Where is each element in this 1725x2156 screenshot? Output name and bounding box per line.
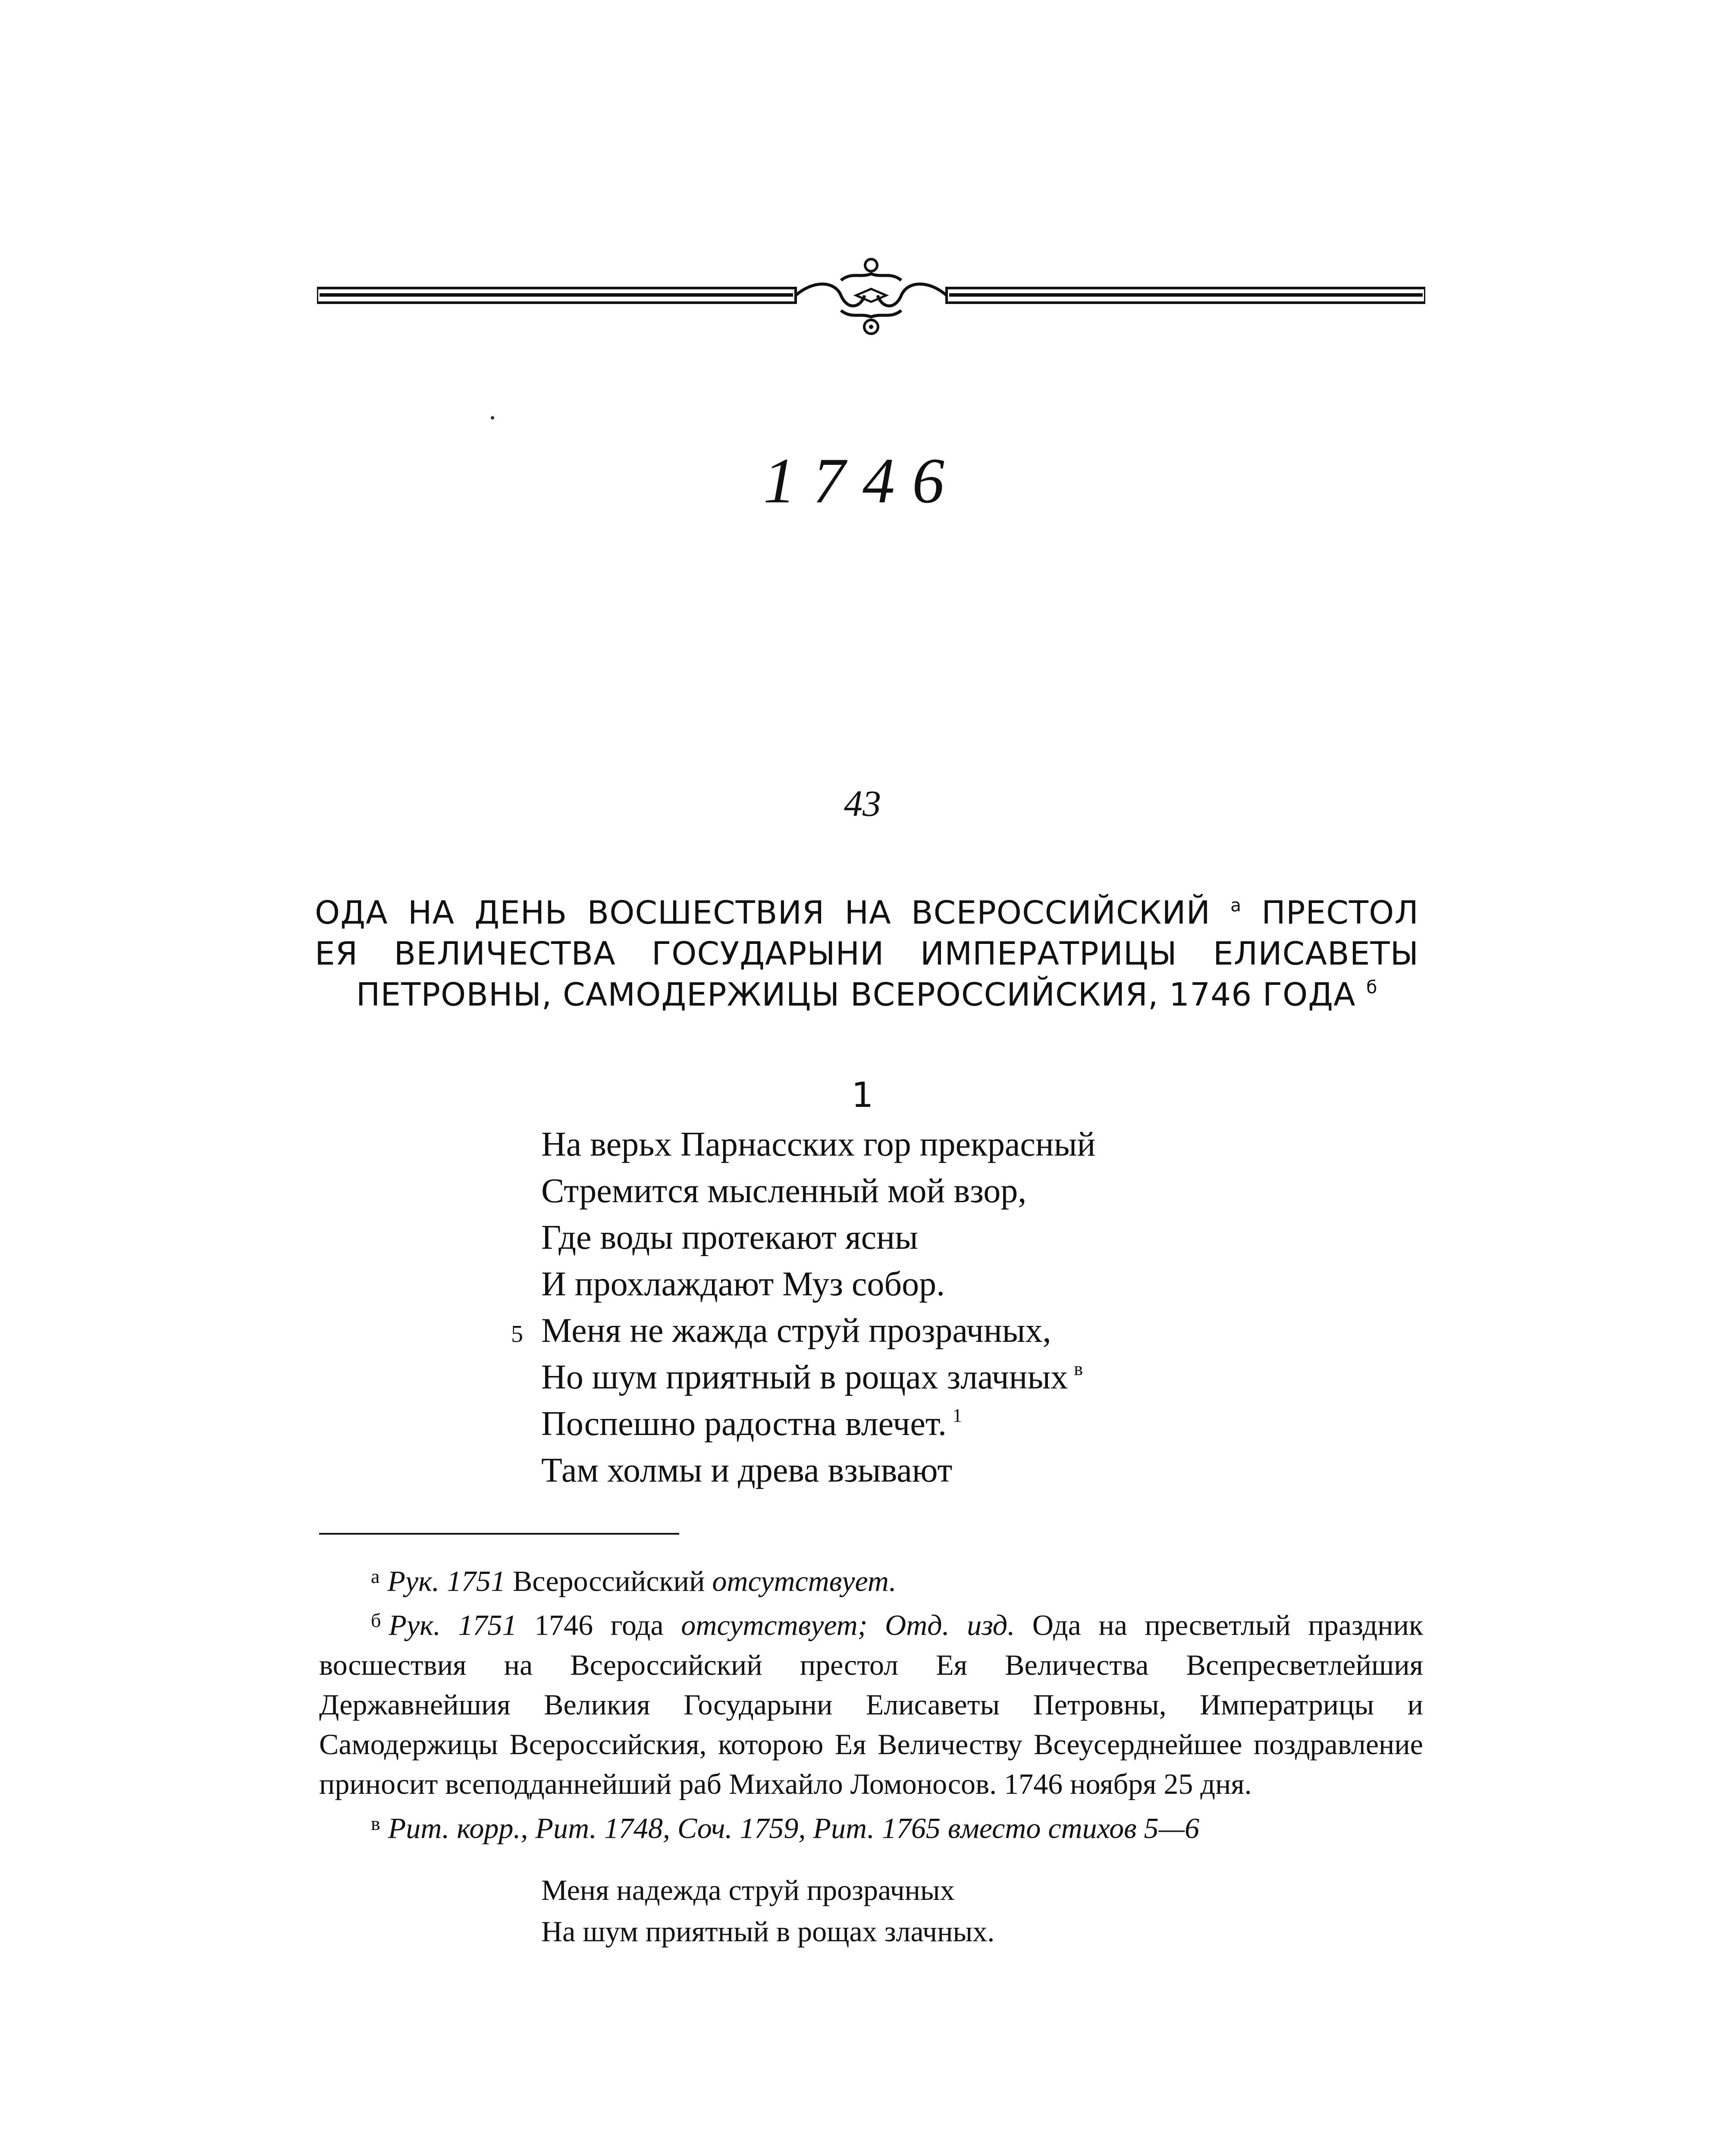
- variant-reading: [541, 1869, 1361, 1952]
- verse-text: Стремится мысленный мой взор,: [541, 1172, 1027, 1210]
- line-number: 5: [511, 1321, 523, 1348]
- footnote-rule: [319, 1533, 679, 1535]
- footnote-mark-b: б: [1366, 977, 1378, 998]
- footnote-b: $^б$ Рук. 1751 1746 года отсутствует; Отд. изд. Ода на пресветлый праздник восшествия на Всероссийский престол Ея Величества Всепресветлейшия Державнейшия Великия Государыни Елисаветы Петровны, Императрицы и Самодержицы Всероссийския, которою Ея Величеству Всеусерднейшее поздравление приносит всеподданнейший раб Михайло Ломоносов. 1746 ноября 25 дня.: [319, 1608, 1424, 1800]
- note-mark: в: [1074, 1358, 1083, 1380]
- note-mark: 1: [952, 1405, 962, 1426]
- verse-line: [541, 1447, 1361, 1494]
- verse-text: Но шум приятный в рощах злачных: [541, 1358, 1068, 1396]
- section-year: 1746: [763, 445, 962, 517]
- variant-line: На шум приятный в рощах злачных.: [541, 1915, 995, 1948]
- title-line-3: ПЕТРОВНЫ, САМОДЕРЖИЦЫ ВСЕРОССИЙСКИЯ, 1746 ГОДА $^б$: [356, 976, 1378, 1013]
- verse-text: Там холмы и древа взывают: [541, 1451, 953, 1489]
- verse-line: [541, 1261, 1361, 1307]
- verse-block: [511, 1121, 1361, 1494]
- footnotes: [319, 1557, 1423, 1848]
- verse-text: И прохлаждают Муз собор.: [541, 1265, 945, 1303]
- verse-line: [511, 1307, 1361, 1354]
- verse-line: [541, 1168, 1361, 1214]
- stanza-number: 1: [851, 1075, 874, 1115]
- poem-number: 43: [844, 783, 881, 824]
- verse-text: Поспешно радостна влечет.: [541, 1405, 947, 1443]
- verse-line: [541, 1401, 1361, 1447]
- verse-line: [541, 1214, 1361, 1261]
- title-line-1: ОДА НА ДЕНЬ ВОСШЕСТВИЯ НА ВСЕРОССИЙСКИЙ $^а$ ПРЕСТОЛ: [315, 894, 1419, 931]
- verse-line: [541, 1121, 1361, 1168]
- ornamental-rule-icon: [317, 254, 1425, 336]
- footnote-mark-a: а: [1230, 895, 1242, 916]
- footnote-v: $^в$ Рит. корр., Рит. 1748, Соч. 1759, Рит. 1765 вместо стихов 5—6: [371, 1811, 1200, 1845]
- verse-line: [541, 1354, 1361, 1401]
- verse-text: Где воды протекают ясны: [541, 1219, 918, 1257]
- variant-line: Меня надежда струй прозрачных: [541, 1874, 955, 1906]
- title-line-2: ЕЯ ВЕЛИЧЕСТВА ГОСУДАРЫНИ ИМПЕРАТРИЦЫ ЕЛИСАВЕТЫ: [315, 935, 1419, 972]
- verse-text: Меня не жажда струй прозрачных,: [541, 1312, 1051, 1350]
- verse-text: На верьх Парнасских гор прекрасный: [541, 1125, 1096, 1163]
- speck: [491, 416, 494, 420]
- footnote-a: $^а$ Рук. 1751 Всероссийский отсутствует.: [371, 1564, 897, 1598]
